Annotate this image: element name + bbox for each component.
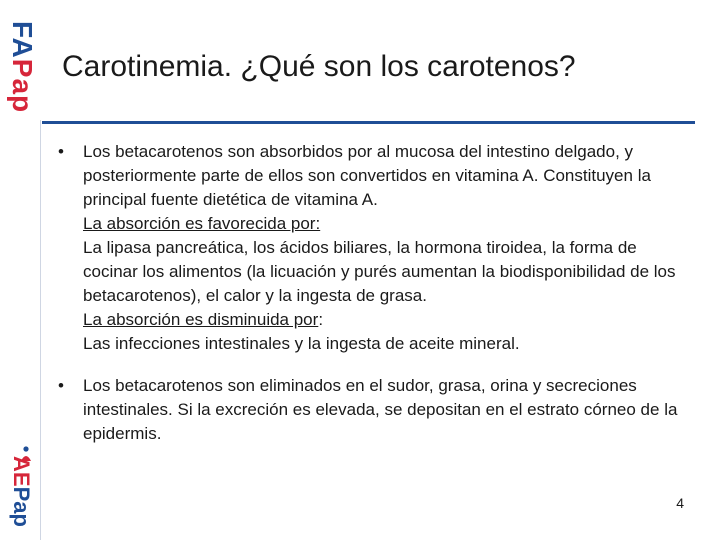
- bullet-text: Los betacarotenos son eliminados en el sudor, grasa, orina y secreciones intestinales. Si la excreción es elevada, se depositan en el estrato córneo de la epidermis.: [83, 376, 678, 443]
- fapap-logo: [7, 21, 38, 114]
- bullet-subheading: La absorción es disminuida por: [83, 310, 319, 329]
- bullet-subheading: La absorción es favorecida por:: [83, 214, 321, 233]
- title-divider: [42, 121, 695, 124]
- bullet-subheading-line: [83, 308, 678, 332]
- bullet-item: [58, 374, 678, 446]
- bullet-dot-icon: •: [58, 142, 64, 161]
- left-brand-bar: [0, 0, 42, 540]
- bullet-dot-icon: •: [58, 376, 64, 395]
- logo-fa-text: FA: [7, 21, 38, 59]
- bullet-subheading-suffix: :: [318, 310, 324, 329]
- side-divider: [40, 120, 41, 540]
- aepap-logo: [0, 440, 42, 540]
- bullet-text: Las infecciones intestinales y la ingesta de aceite mineral.: [83, 334, 520, 353]
- slide-content: [58, 140, 678, 446]
- slide-title: Carotinemia. ¿Qué son los carotenos?: [62, 50, 576, 83]
- aepap-ae-text: AE: [9, 456, 34, 487]
- bullet-item: [58, 140, 678, 356]
- aepap-wordmark: [8, 456, 34, 526]
- aepap-pap-text: Pap: [9, 486, 34, 527]
- logo-pap-text: Pap: [7, 58, 38, 114]
- bullet-text: La lipasa pancreática, los ácidos biliares, la hormona tiroidea, la forma de cocinar los alimentos (la licuación y purés aumentan la biodisponibilidad de los betacarotenos), el calor y la ingesta de grasa.: [83, 238, 676, 305]
- bullet-text: Los betacarotenos son absorbidos por al mucosa del intestino delgado, y posteriormente parte de ellos son convertidos en vitamina A. Constituyen la principal fuente dietética de vitamina A.: [83, 142, 651, 209]
- page-number: 4: [676, 495, 684, 511]
